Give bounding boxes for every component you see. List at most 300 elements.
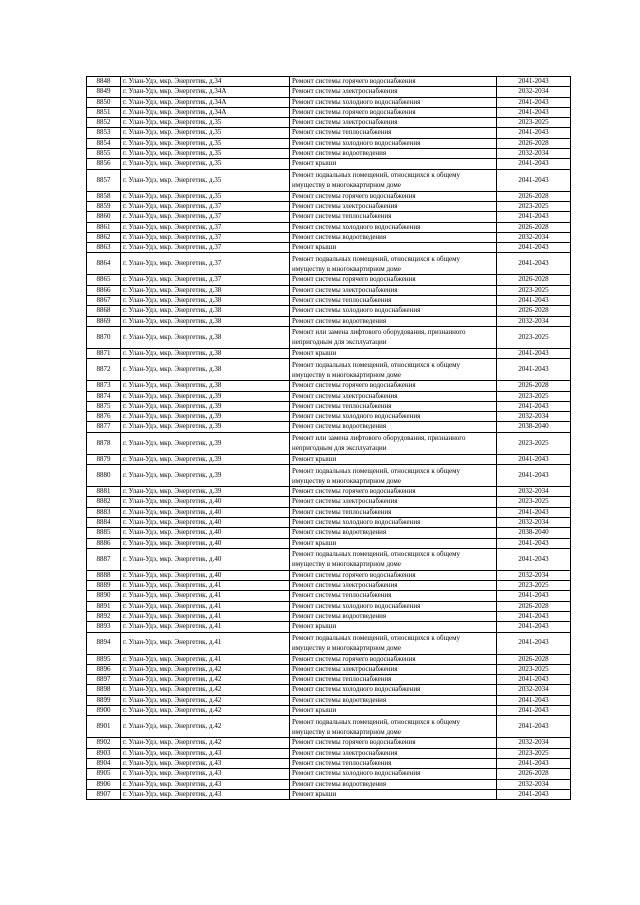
table-row (87, 169, 571, 191)
work-type-cell: Ремонт системы электроснабжения (290, 581, 497, 591)
row-number: 8859 (87, 201, 121, 211)
period-cell: 2041-2043 (497, 401, 571, 411)
row-number: 8905 (87, 769, 121, 779)
work-type-cell: Ремонт системы электроснабжения (290, 497, 497, 507)
table-row (87, 275, 571, 285)
table-row (87, 622, 571, 632)
address-cell: г. Улан-Удэ, мкр. Энергетик, д.37 (121, 243, 290, 253)
row-number: 8887 (87, 548, 121, 570)
period-cell: 2032-2034 (497, 316, 571, 326)
table-row (87, 412, 571, 422)
table-row (87, 758, 571, 768)
address-cell: г. Улан-Удэ, мкр. Энергетик, д.39 (121, 422, 290, 432)
row-number: 8892 (87, 611, 121, 621)
period-cell: 2041-2043 (497, 675, 571, 685)
table-row (87, 149, 571, 159)
address-cell: г. Улан-Удэ, мкр. Энергетик, д.38 (121, 296, 290, 306)
address-cell: г. Улан-Удэ, мкр. Энергетик, д.43 (121, 758, 290, 768)
row-number: 8888 (87, 570, 121, 580)
work-type-cell: Ремонт системы холодного водоснабжения (290, 601, 497, 611)
address-cell: г. Улан-Удэ, мкр. Энергетик, д.34 (121, 77, 290, 87)
row-number: 8861 (87, 222, 121, 232)
address-cell: г. Улан-Удэ, мкр. Энергетик, д.40 (121, 548, 290, 570)
period-cell: 2041-2043 (497, 611, 571, 621)
work-type-cell: Ремонт системы водоотведения (290, 611, 497, 621)
work-type-cell: Ремонт системы электроснабжения (290, 118, 497, 128)
address-cell: г. Улан-Удэ, мкр. Энергетик, д.41 (121, 581, 290, 591)
address-cell: г. Улан-Удэ, мкр. Энергетик, д.38 (121, 381, 290, 391)
work-type-cell: Ремонт подвальных помещений, относящихся к общему имуществу в многоквартирном доме (290, 359, 497, 381)
address-cell: г. Улан-Удэ, мкр. Энергетик, д.42 (121, 738, 290, 748)
address-cell: г. Улан-Удэ, мкр. Энергетик, д.39 (121, 432, 290, 454)
row-number: 8899 (87, 695, 121, 705)
table-row (87, 548, 571, 570)
row-number: 8867 (87, 296, 121, 306)
period-cell: 2026-2028 (497, 138, 571, 148)
address-cell: г. Улан-Удэ, мкр. Энергетик, д.39 (121, 401, 290, 411)
period-cell: 2032-2034 (497, 685, 571, 695)
address-cell: г. Улан-Удэ, мкр. Энергетик, д.39 (121, 465, 290, 487)
work-type-cell: Ремонт системы теплоснабжения (290, 296, 497, 306)
address-cell: г. Улан-Удэ, мкр. Энергетик, д.42 (121, 685, 290, 695)
period-cell: 2041-2043 (497, 359, 571, 381)
table-row (87, 507, 571, 517)
row-number: 8890 (87, 591, 121, 601)
row-number: 8902 (87, 738, 121, 748)
work-type-cell: Ремонт системы электроснабжения (290, 285, 497, 295)
table-row (87, 748, 571, 758)
period-cell: 2026-2028 (497, 654, 571, 664)
row-number: 8893 (87, 622, 121, 632)
period-cell: 2023-2025 (497, 326, 571, 348)
work-type-cell: Ремонт системы горячего водоснабжения (290, 77, 497, 87)
address-cell: г. Улан-Удэ, мкр. Энергетик, д.41 (121, 601, 290, 611)
period-cell: 2041-2043 (497, 77, 571, 87)
period-cell: 2032-2034 (497, 149, 571, 159)
table-row (87, 381, 571, 391)
row-number: 8869 (87, 316, 121, 326)
period-cell: 2032-2034 (497, 487, 571, 497)
period-cell: 2041-2043 (497, 454, 571, 464)
period-cell: 2032-2034 (497, 232, 571, 242)
row-number: 8856 (87, 159, 121, 169)
work-type-cell: Ремонт системы горячего водоснабжения (290, 381, 497, 391)
table-row (87, 675, 571, 685)
address-cell: г. Улан-Удэ, мкр. Энергетик, д.40 (121, 538, 290, 548)
work-type-cell: Ремонт системы электроснабжения (290, 201, 497, 211)
table-row (87, 454, 571, 464)
period-cell: 2032-2034 (497, 738, 571, 748)
row-number: 8897 (87, 675, 121, 685)
table-row (87, 348, 571, 358)
table-row (87, 243, 571, 253)
row-number: 8895 (87, 654, 121, 664)
work-type-cell: Ремонт системы горячего водоснабжения (290, 275, 497, 285)
work-type-cell: Ремонт системы водоотведения (290, 779, 497, 789)
work-type-cell: Ремонт системы теплоснабжения (290, 758, 497, 768)
address-cell: г. Улан-Удэ, мкр. Энергетик, д.41 (121, 622, 290, 632)
period-cell: 2038-2040 (497, 422, 571, 432)
row-number: 8870 (87, 326, 121, 348)
row-number: 8886 (87, 538, 121, 548)
row-number: 8901 (87, 716, 121, 738)
work-type-cell: Ремонт системы горячего водоснабжения (290, 191, 497, 201)
row-number: 8865 (87, 275, 121, 285)
row-number: 8894 (87, 632, 121, 654)
table-row (87, 738, 571, 748)
table-row (87, 528, 571, 538)
period-cell: 2041-2043 (497, 591, 571, 601)
work-type-cell: Ремонт крыши (290, 622, 497, 632)
table-row (87, 581, 571, 591)
row-number: 8884 (87, 517, 121, 527)
period-cell: 2026-2028 (497, 601, 571, 611)
address-cell: г. Улан-Удэ, мкр. Энергетик, д.38 (121, 348, 290, 358)
row-number: 8907 (87, 789, 121, 799)
table-row (87, 685, 571, 695)
table-row (87, 706, 571, 716)
work-type-cell: Ремонт системы электроснабжения (290, 87, 497, 97)
row-number: 8871 (87, 348, 121, 358)
table-row (87, 212, 571, 222)
table-row (87, 570, 571, 580)
address-cell: г. Улан-Удэ, мкр. Энергетик, д.38 (121, 316, 290, 326)
period-cell: 2032-2034 (497, 517, 571, 527)
row-number: 8878 (87, 432, 121, 454)
row-number: 8879 (87, 454, 121, 464)
address-cell: г. Улан-Удэ, мкр. Энергетик, д.43 (121, 779, 290, 789)
address-cell: г. Улан-Удэ, мкр. Энергетик, д.34А (121, 107, 290, 117)
address-cell: г. Улан-Удэ, мкр. Энергетик, д.37 (121, 232, 290, 242)
row-number: 8854 (87, 138, 121, 148)
work-type-cell: Ремонт крыши (290, 159, 497, 169)
table-row (87, 716, 571, 738)
row-number: 8889 (87, 581, 121, 591)
address-cell: г. Улан-Удэ, мкр. Энергетик, д.40 (121, 497, 290, 507)
table-row (87, 222, 571, 232)
address-cell: г. Улан-Удэ, мкр. Энергетик, д.34А (121, 87, 290, 97)
work-type-cell: Ремонт системы водоотведения (290, 316, 497, 326)
table-row (87, 769, 571, 779)
table-row (87, 695, 571, 705)
address-cell: г. Улан-Удэ, мкр. Энергетик, д.41 (121, 654, 290, 664)
period-cell: 2032-2034 (497, 87, 571, 97)
table-row (87, 97, 571, 107)
address-cell: г. Улан-Удэ, мкр. Энергетик, д.35 (121, 169, 290, 191)
row-number: 8904 (87, 758, 121, 768)
address-cell: г. Улан-Удэ, мкр. Энергетик, д.39 (121, 412, 290, 422)
address-cell: г. Улан-Удэ, мкр. Энергетик, д.34А (121, 97, 290, 107)
row-number: 8903 (87, 748, 121, 758)
row-number: 8863 (87, 243, 121, 253)
address-cell: г. Улан-Удэ, мкр. Энергетик, д.38 (121, 306, 290, 316)
work-type-cell: Ремонт крыши (290, 789, 497, 799)
address-cell: г. Улан-Удэ, мкр. Энергетик, д.38 (121, 326, 290, 348)
work-type-cell: Ремонт системы электроснабжения (290, 391, 497, 401)
address-cell: г. Улан-Удэ, мкр. Энергетик, д.35 (121, 149, 290, 159)
work-type-cell: Ремонт или замена лифтового оборудования, признанного непригодным для эксплуатации (290, 326, 497, 348)
table-row (87, 359, 571, 381)
row-number: 8891 (87, 601, 121, 611)
address-cell: г. Улан-Удэ, мкр. Энергетик, д.43 (121, 748, 290, 758)
table-row (87, 422, 571, 432)
period-cell: 2026-2028 (497, 306, 571, 316)
address-cell: г. Улан-Удэ, мкр. Энергетик, д.40 (121, 570, 290, 580)
period-cell: 2023-2025 (497, 581, 571, 591)
work-type-cell: Ремонт системы холодного водоснабжения (290, 685, 497, 695)
row-number: 8882 (87, 497, 121, 507)
work-type-cell: Ремонт системы холодного водоснабжения (290, 97, 497, 107)
table-body (87, 77, 571, 800)
period-cell: 2041-2043 (497, 538, 571, 548)
address-cell: г. Улан-Удэ, мкр. Энергетик, д.40 (121, 517, 290, 527)
work-type-cell: Ремонт подвальных помещений, относящихся к общему имуществу в многоквартирном доме (290, 253, 497, 275)
table-row (87, 285, 571, 295)
work-type-cell: Ремонт подвальных помещений, относящихся к общему имуществу в многоквартирном доме (290, 169, 497, 191)
table-row (87, 538, 571, 548)
address-cell: г. Улан-Удэ, мкр. Энергетик, д.39 (121, 391, 290, 401)
table-row (87, 306, 571, 316)
period-cell: 2032-2034 (497, 570, 571, 580)
row-number: 8851 (87, 107, 121, 117)
table-row (87, 632, 571, 654)
address-cell: г. Улан-Удэ, мкр. Энергетик, д.42 (121, 716, 290, 738)
period-cell: 2023-2025 (497, 391, 571, 401)
period-cell: 2041-2043 (497, 243, 571, 253)
row-number: 8866 (87, 285, 121, 295)
work-type-cell: Ремонт подвальных помещений, относящихся к общему имуществу в многоквартирном доме (290, 465, 497, 487)
period-cell: 2023-2025 (497, 201, 571, 211)
row-number: 8853 (87, 128, 121, 138)
address-cell: г. Улан-Удэ, мкр. Энергетик, д.37 (121, 222, 290, 232)
work-type-cell: Ремонт системы водоотведения (290, 528, 497, 538)
table-row (87, 517, 571, 527)
period-cell: 2041-2043 (497, 128, 571, 138)
table-row (87, 497, 571, 507)
work-type-cell: Ремонт системы теплоснабжения (290, 591, 497, 601)
table-row (87, 487, 571, 497)
period-cell: 2032-2034 (497, 779, 571, 789)
work-type-cell: Ремонт крыши (290, 348, 497, 358)
row-number: 8885 (87, 528, 121, 538)
work-type-cell: Ремонт или замена лифтового оборудования, признанного непригодным для эксплуатации (290, 432, 497, 454)
period-cell: 2041-2043 (497, 716, 571, 738)
table-row (87, 191, 571, 201)
table-row (87, 432, 571, 454)
address-cell: г. Улан-Удэ, мкр. Энергетик, д.38 (121, 359, 290, 381)
address-cell: г. Улан-Удэ, мкр. Энергетик, д.40 (121, 528, 290, 538)
row-number: 8857 (87, 169, 121, 191)
table-row (87, 316, 571, 326)
address-cell: г. Улан-Удэ, мкр. Энергетик, д.43 (121, 789, 290, 799)
work-type-cell: Ремонт системы теплоснабжения (290, 212, 497, 222)
table-row (87, 87, 571, 97)
period-cell: 2026-2028 (497, 769, 571, 779)
work-type-cell: Ремонт системы водоотведения (290, 149, 497, 159)
period-cell: 2041-2043 (497, 212, 571, 222)
address-cell: г. Улан-Удэ, мкр. Энергетик, д.35 (121, 118, 290, 128)
work-type-cell: Ремонт системы холодного водоснабжения (290, 517, 497, 527)
work-type-cell: Ремонт подвальных помещений, относящихся к общему имуществу в многоквартирном доме (290, 632, 497, 654)
work-type-cell: Ремонт системы горячего водоснабжения (290, 738, 497, 748)
period-cell: 2041-2043 (497, 706, 571, 716)
work-type-cell: Ремонт системы горячего водоснабжения (290, 570, 497, 580)
work-type-cell: Ремонт системы горячего водоснабжения (290, 487, 497, 497)
work-type-cell: Ремонт системы холодного водоснабжения (290, 769, 497, 779)
address-cell: г. Улан-Удэ, мкр. Энергетик, д.40 (121, 507, 290, 517)
table-row (87, 128, 571, 138)
table-row (87, 77, 571, 87)
period-cell: 2023-2025 (497, 285, 571, 295)
address-cell: г. Улан-Удэ, мкр. Энергетик, д.39 (121, 487, 290, 497)
period-cell: 2041-2043 (497, 253, 571, 275)
period-cell: 2041-2043 (497, 548, 571, 570)
address-cell: г. Улан-Удэ, мкр. Энергетик, д.41 (121, 632, 290, 654)
period-cell: 2041-2043 (497, 348, 571, 358)
work-type-cell: Ремонт системы холодного водоснабжения (290, 222, 497, 232)
work-type-cell: Ремонт системы теплоснабжения (290, 507, 497, 517)
work-type-cell: Ремонт системы водоотведения (290, 695, 497, 705)
address-cell: г. Улан-Удэ, мкр. Энергетик, д.42 (121, 695, 290, 705)
row-number: 8877 (87, 422, 121, 432)
work-type-cell: Ремонт крыши (290, 706, 497, 716)
period-cell: 2041-2043 (497, 107, 571, 117)
period-cell: 2041-2043 (497, 296, 571, 306)
period-cell: 2041-2043 (497, 169, 571, 191)
address-cell: г. Улан-Удэ, мкр. Энергетик, д.43 (121, 769, 290, 779)
row-number: 8875 (87, 401, 121, 411)
address-cell: г. Улан-Удэ, мкр. Энергетик, д.35 (121, 128, 290, 138)
row-number: 8880 (87, 465, 121, 487)
address-cell: г. Улан-Удэ, мкр. Энергетик, д.38 (121, 285, 290, 295)
row-number: 8898 (87, 685, 121, 695)
row-number: 8849 (87, 87, 121, 97)
row-number: 8872 (87, 359, 121, 381)
document-page (86, 76, 570, 800)
table-row (87, 232, 571, 242)
period-cell: 2023-2025 (497, 118, 571, 128)
address-cell: г. Улан-Удэ, мкр. Энергетик, д.35 (121, 138, 290, 148)
work-type-cell: Ремонт подвальных помещений, относящихся к общему имуществу в многоквартирном доме (290, 716, 497, 738)
period-cell: 2023-2025 (497, 748, 571, 758)
row-number: 8874 (87, 391, 121, 401)
period-cell: 2026-2028 (497, 222, 571, 232)
row-number: 8900 (87, 706, 121, 716)
address-cell: г. Улан-Удэ, мкр. Энергетик, д.41 (121, 591, 290, 601)
row-number: 8876 (87, 412, 121, 422)
row-number: 8862 (87, 232, 121, 242)
row-number: 8896 (87, 664, 121, 674)
work-type-cell: Ремонт системы теплоснабжения (290, 128, 497, 138)
row-number: 8868 (87, 306, 121, 316)
row-number: 8906 (87, 779, 121, 789)
table-row (87, 591, 571, 601)
table-row (87, 789, 571, 799)
table-row (87, 654, 571, 664)
period-cell: 2041-2043 (497, 507, 571, 517)
address-cell: г. Улан-Удэ, мкр. Энергетик, д.42 (121, 675, 290, 685)
work-type-cell: Ремонт системы холодного водоснабжения (290, 306, 497, 316)
period-cell: 2026-2028 (497, 381, 571, 391)
repair-schedule-table (86, 76, 571, 800)
work-type-cell: Ремонт системы теплоснабжения (290, 401, 497, 411)
row-number: 8860 (87, 212, 121, 222)
work-type-cell: Ремонт крыши (290, 454, 497, 464)
row-number: 8864 (87, 253, 121, 275)
period-cell: 2023-2025 (497, 497, 571, 507)
period-cell: 2041-2043 (497, 632, 571, 654)
work-type-cell: Ремонт системы электроснабжения (290, 748, 497, 758)
table-row (87, 118, 571, 128)
work-type-cell: Ремонт системы электроснабжения (290, 664, 497, 674)
address-cell: г. Улан-Удэ, мкр. Энергетик, д.42 (121, 664, 290, 674)
work-type-cell: Ремонт системы водоотведения (290, 232, 497, 242)
address-cell: г. Улан-Удэ, мкр. Энергетик, д.42 (121, 706, 290, 716)
period-cell: 2041-2043 (497, 695, 571, 705)
period-cell: 2032-2034 (497, 412, 571, 422)
table-row (87, 326, 571, 348)
address-cell: г. Улан-Удэ, мкр. Энергетик, д.39 (121, 454, 290, 464)
row-number: 8883 (87, 507, 121, 517)
address-cell: г. Улан-Удэ, мкр. Энергетик, д.35 (121, 159, 290, 169)
address-cell: г. Улан-Удэ, мкр. Энергетик, д.37 (121, 275, 290, 285)
work-type-cell: Ремонт системы горячего водоснабжения (290, 654, 497, 664)
period-cell: 2041-2043 (497, 97, 571, 107)
period-cell: 2023-2025 (497, 432, 571, 454)
table-row (87, 138, 571, 148)
table-row (87, 401, 571, 411)
table-row (87, 107, 571, 117)
period-cell: 2041-2043 (497, 622, 571, 632)
address-cell: г. Улан-Удэ, мкр. Энергетик, д.37 (121, 253, 290, 275)
table-row (87, 296, 571, 306)
row-number: 8855 (87, 149, 121, 159)
period-cell: 2023-2025 (497, 664, 571, 674)
table-row (87, 391, 571, 401)
work-type-cell: Ремонт системы холодного водоснабжения (290, 412, 497, 422)
work-type-cell: Ремонт системы холодного водоснабжения (290, 138, 497, 148)
address-cell: г. Улан-Удэ, мкр. Энергетик, д.37 (121, 212, 290, 222)
period-cell: 2026-2028 (497, 275, 571, 285)
work-type-cell: Ремонт системы горячего водоснабжения (290, 107, 497, 117)
period-cell: 2041-2043 (497, 159, 571, 169)
row-number: 8873 (87, 381, 121, 391)
row-number: 8848 (87, 77, 121, 87)
period-cell: 2038-2040 (497, 528, 571, 538)
work-type-cell: Ремонт крыши (290, 538, 497, 548)
address-cell: г. Улан-Удэ, мкр. Энергетик, д.37 (121, 201, 290, 211)
row-number: 8850 (87, 97, 121, 107)
period-cell: 2041-2043 (497, 789, 571, 799)
table-row (87, 253, 571, 275)
work-type-cell: Ремонт подвальных помещений, относящихся к общему имуществу в многоквартирном доме (290, 548, 497, 570)
table-row (87, 611, 571, 621)
table-row (87, 201, 571, 211)
table-row (87, 664, 571, 674)
address-cell: г. Улан-Удэ, мкр. Энергетик, д.35 (121, 191, 290, 201)
period-cell: 2041-2043 (497, 758, 571, 768)
table-row (87, 601, 571, 611)
address-cell: г. Улан-Удэ, мкр. Энергетик, д.41 (121, 611, 290, 621)
row-number: 8858 (87, 191, 121, 201)
work-type-cell: Ремонт крыши (290, 243, 497, 253)
row-number: 8881 (87, 487, 121, 497)
period-cell: 2041-2043 (497, 465, 571, 487)
work-type-cell: Ремонт системы водоотведения (290, 422, 497, 432)
row-number: 8852 (87, 118, 121, 128)
table-row (87, 465, 571, 487)
work-type-cell: Ремонт системы теплоснабжения (290, 675, 497, 685)
